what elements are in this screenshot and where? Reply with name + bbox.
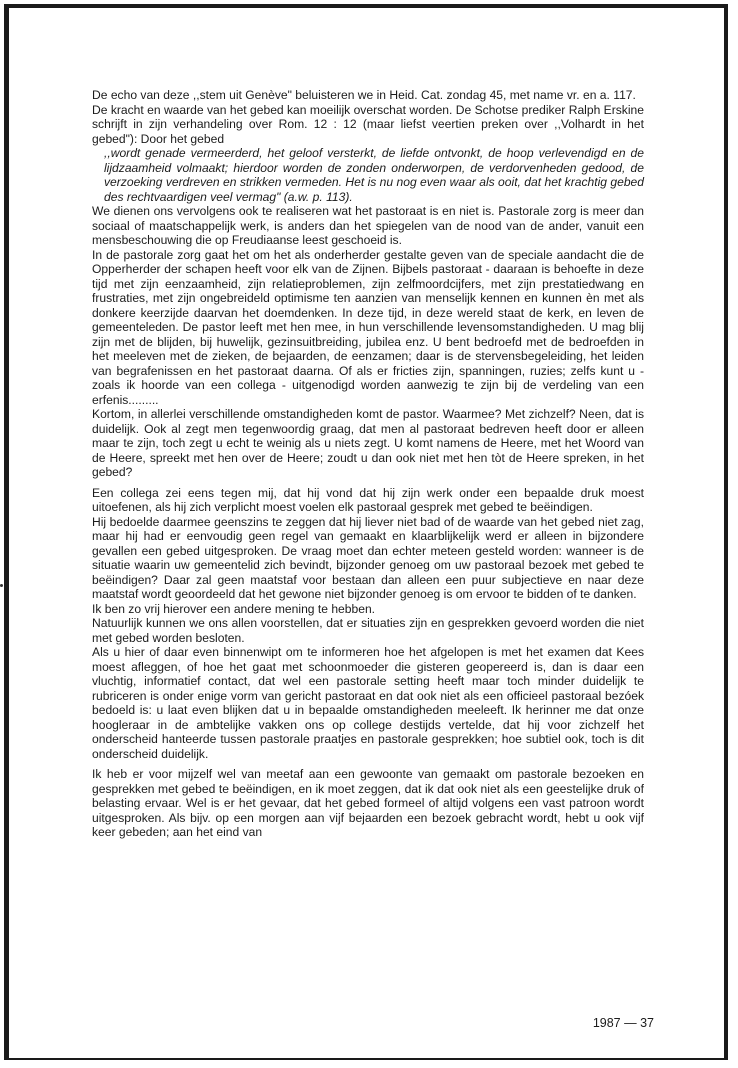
paragraph: We dienen ons vervolgens ook te realiseren wat het pastoraat is en niet is. Pastorale zorg is meer dan sociaal of maatschappelijk werk, is anders dan het spiegelen van de nood van de ander, vanuit een mensbeschouwing die op Freudiaanse leest geschoeid is. [92, 204, 644, 247]
paragraph: Als u hier of daar even binnenwipt om te informeren hoe het afgelopen is met het examen dat Kees moest afleggen, of hoe het gaat met schoonmoeder die gisteren geopereerd is, dan is daar een vluchtig, informatief contact, dat wel een pastorale setting heeft maar toch minder duidelijk te rubriceren is onder enige vorm van gericht pastoraat en dat ook niet als een officieel pastoraal bezóek bedoeld is: u laat even blijken dat u in bepaalde omstandigheden meeleeft. Ik herinner me dat onze hoogleraar in de ambtelijke vakken ons op college destijds vertelde, dat hij voor zichzelf het onderscheid hanteerde tussen pastorale praatjes en pastorale gesprekken; hoe subtiel ook, toch is dit onderscheid duidelijk. [92, 645, 644, 761]
paragraph: Een collega zei eens tegen mij, dat hij vond dat hij zijn werk onder een bepaalde druk moest uitoefenen, als hij zich verplicht moest voelen elk pastoraal gesprek met gebed te beëindigen. [92, 485, 644, 514]
page-border-bottom [6, 1058, 728, 1060]
page-border-right [724, 4, 728, 1060]
block-quote: ,,wordt genade vermeerderd, het geloof versterkt, de liefde ontvonkt, de hoop verlevendigd en de lijdzaamheid volmaakt; hierdoor worden de zonden onderworpen, de verdorvenheden gedood, de verzoeking verdreven en strikken vermeden. Het is nu nog even waar als ooit, dat het krachtig gebed des rechtvaardigen veel vermag" (a.w. p. 113). [104, 146, 644, 204]
paragraph: In de pastorale zorg gaat het om het als onderherder gestalte geven van de speciale aandacht die de Opperherder der schapen heeft voor elk van de Zijnen. Bijbels pastoraat - daaraan is behoefte in deze tijd met zijn eenzaamheid, zijn relatieproblemen, zijn zelfmoordcijfers, met zijn prestatiedwang en frustraties, met zijn ongebreideld optimisme ten aanzien van menselijk kennen en kunnen èn met als donkere keerzijde daarvan het doemdenken. In deze tijd, in deze wereld staat de kerk, en leven de gemeenteleden. De pastor leeft met hen mee, in hun verschillende levensomstandigheden. U mag blij zijn met de blijden, bij huwelijk, gezinsuitbreiding, jubilea enz. U bent bedroefd met de bedroefden in het meeleven met de zieken, de bejaarden, de eenzamen; daar is de stervensbegeleiding, het leiden van begrafenissen en het pastoraat daarna. Of als er fricties zijn, spanningen, ruzies; zelfs kunt u - zoals ik hoorde van een collega - uitgenodigd worden aanwezig te zijn bij de verdeling van een erfenis......... [92, 247, 644, 407]
page-border-top [6, 4, 728, 8]
paragraph: Ik ben zo vrij hierover een andere mening te hebben. [92, 601, 376, 616]
scan-speck [0, 584, 3, 587]
paragraph: Kortom, in allerlei verschillende omstandigheden komt de pastor. Waarmee? Met zichzelf? Neen, dat is duidelijk. Ook al zegt men tegenwoordig graag, dat men al pastoraat bedreven heeft door er alleen maar te zijn, toch zegt u echt te weinig als u niets zegt. U komt namens de Heere, met het Woord van de Heere, spreekt met hen over de Heere; zoudt u dan ook niet met hen tòt de Heere spreken, in het gebed? [92, 407, 644, 479]
paragraph: De kracht en waarde van het gebed kan moeilijk overschat worden. De Schotse prediker Ralph Erskine schrijft in zijn verhandeling over Rom. 12 : 12 (maar liefst veertien preken over ,,Volhardt in het gebed"): Door het gebed [92, 102, 644, 146]
page-border-left [4, 4, 9, 1060]
paragraph: De echo van deze ,,stem uit Genève" beluisteren we in Heid. Cat. zondag 45, met name vr. en a. 117. [92, 88, 636, 102]
paragraph: Natuurlijk kunnen we ons allen voorstellen, dat er situaties zijn en gesprekken gevoerd worden die niet met gebed worden besloten. [92, 616, 644, 645]
article-body [92, 88, 644, 840]
paragraph: Ik heb er voor mijzelf wel van meetaf aan een gewoonte van gemaakt om pastorale bezoeken en gesprekken met gebed te beëindigen, en ik moet zeggen, dat ik dat ook niet als een geestelijke druk of belasting ervaar. Wel is er het gevaar, dat het gebed formeel of altijd volgens een vast patroon wordt uitgesproken. Als bijv. op een morgen aan vijf bejaarden een bezoek gebracht wordt, hebt u ook vijf keer gebeden; aan het eind van [92, 767, 644, 839]
paragraph: Hij bedoelde daarmee geenszins te zeggen dat hij liever niet bad of de waarde van het gebed niet zag, maar hij had er eenvoudig geen regel van gemaakt en klaarblijkelijk werd er alleen in bijzondere gevallen een gebed uitgesproken. De vraag moet dan echter meteen gesteld worden: wanneer is de situatie waarin uw gemeentelid zich bevindt, bijzonder genoeg om uw pastoraal bezoek met gebed te beëindigen? Daar zal geen maatstaf voor bestaan dan alleen een puur subjectieve en naar deze maatstaf wordt geoordeeld dat het gewone niet bijzonder genoeg is om ervoor te bidden of te danken. [92, 514, 644, 601]
page-number: 1987 — 37 [592, 1016, 654, 1030]
